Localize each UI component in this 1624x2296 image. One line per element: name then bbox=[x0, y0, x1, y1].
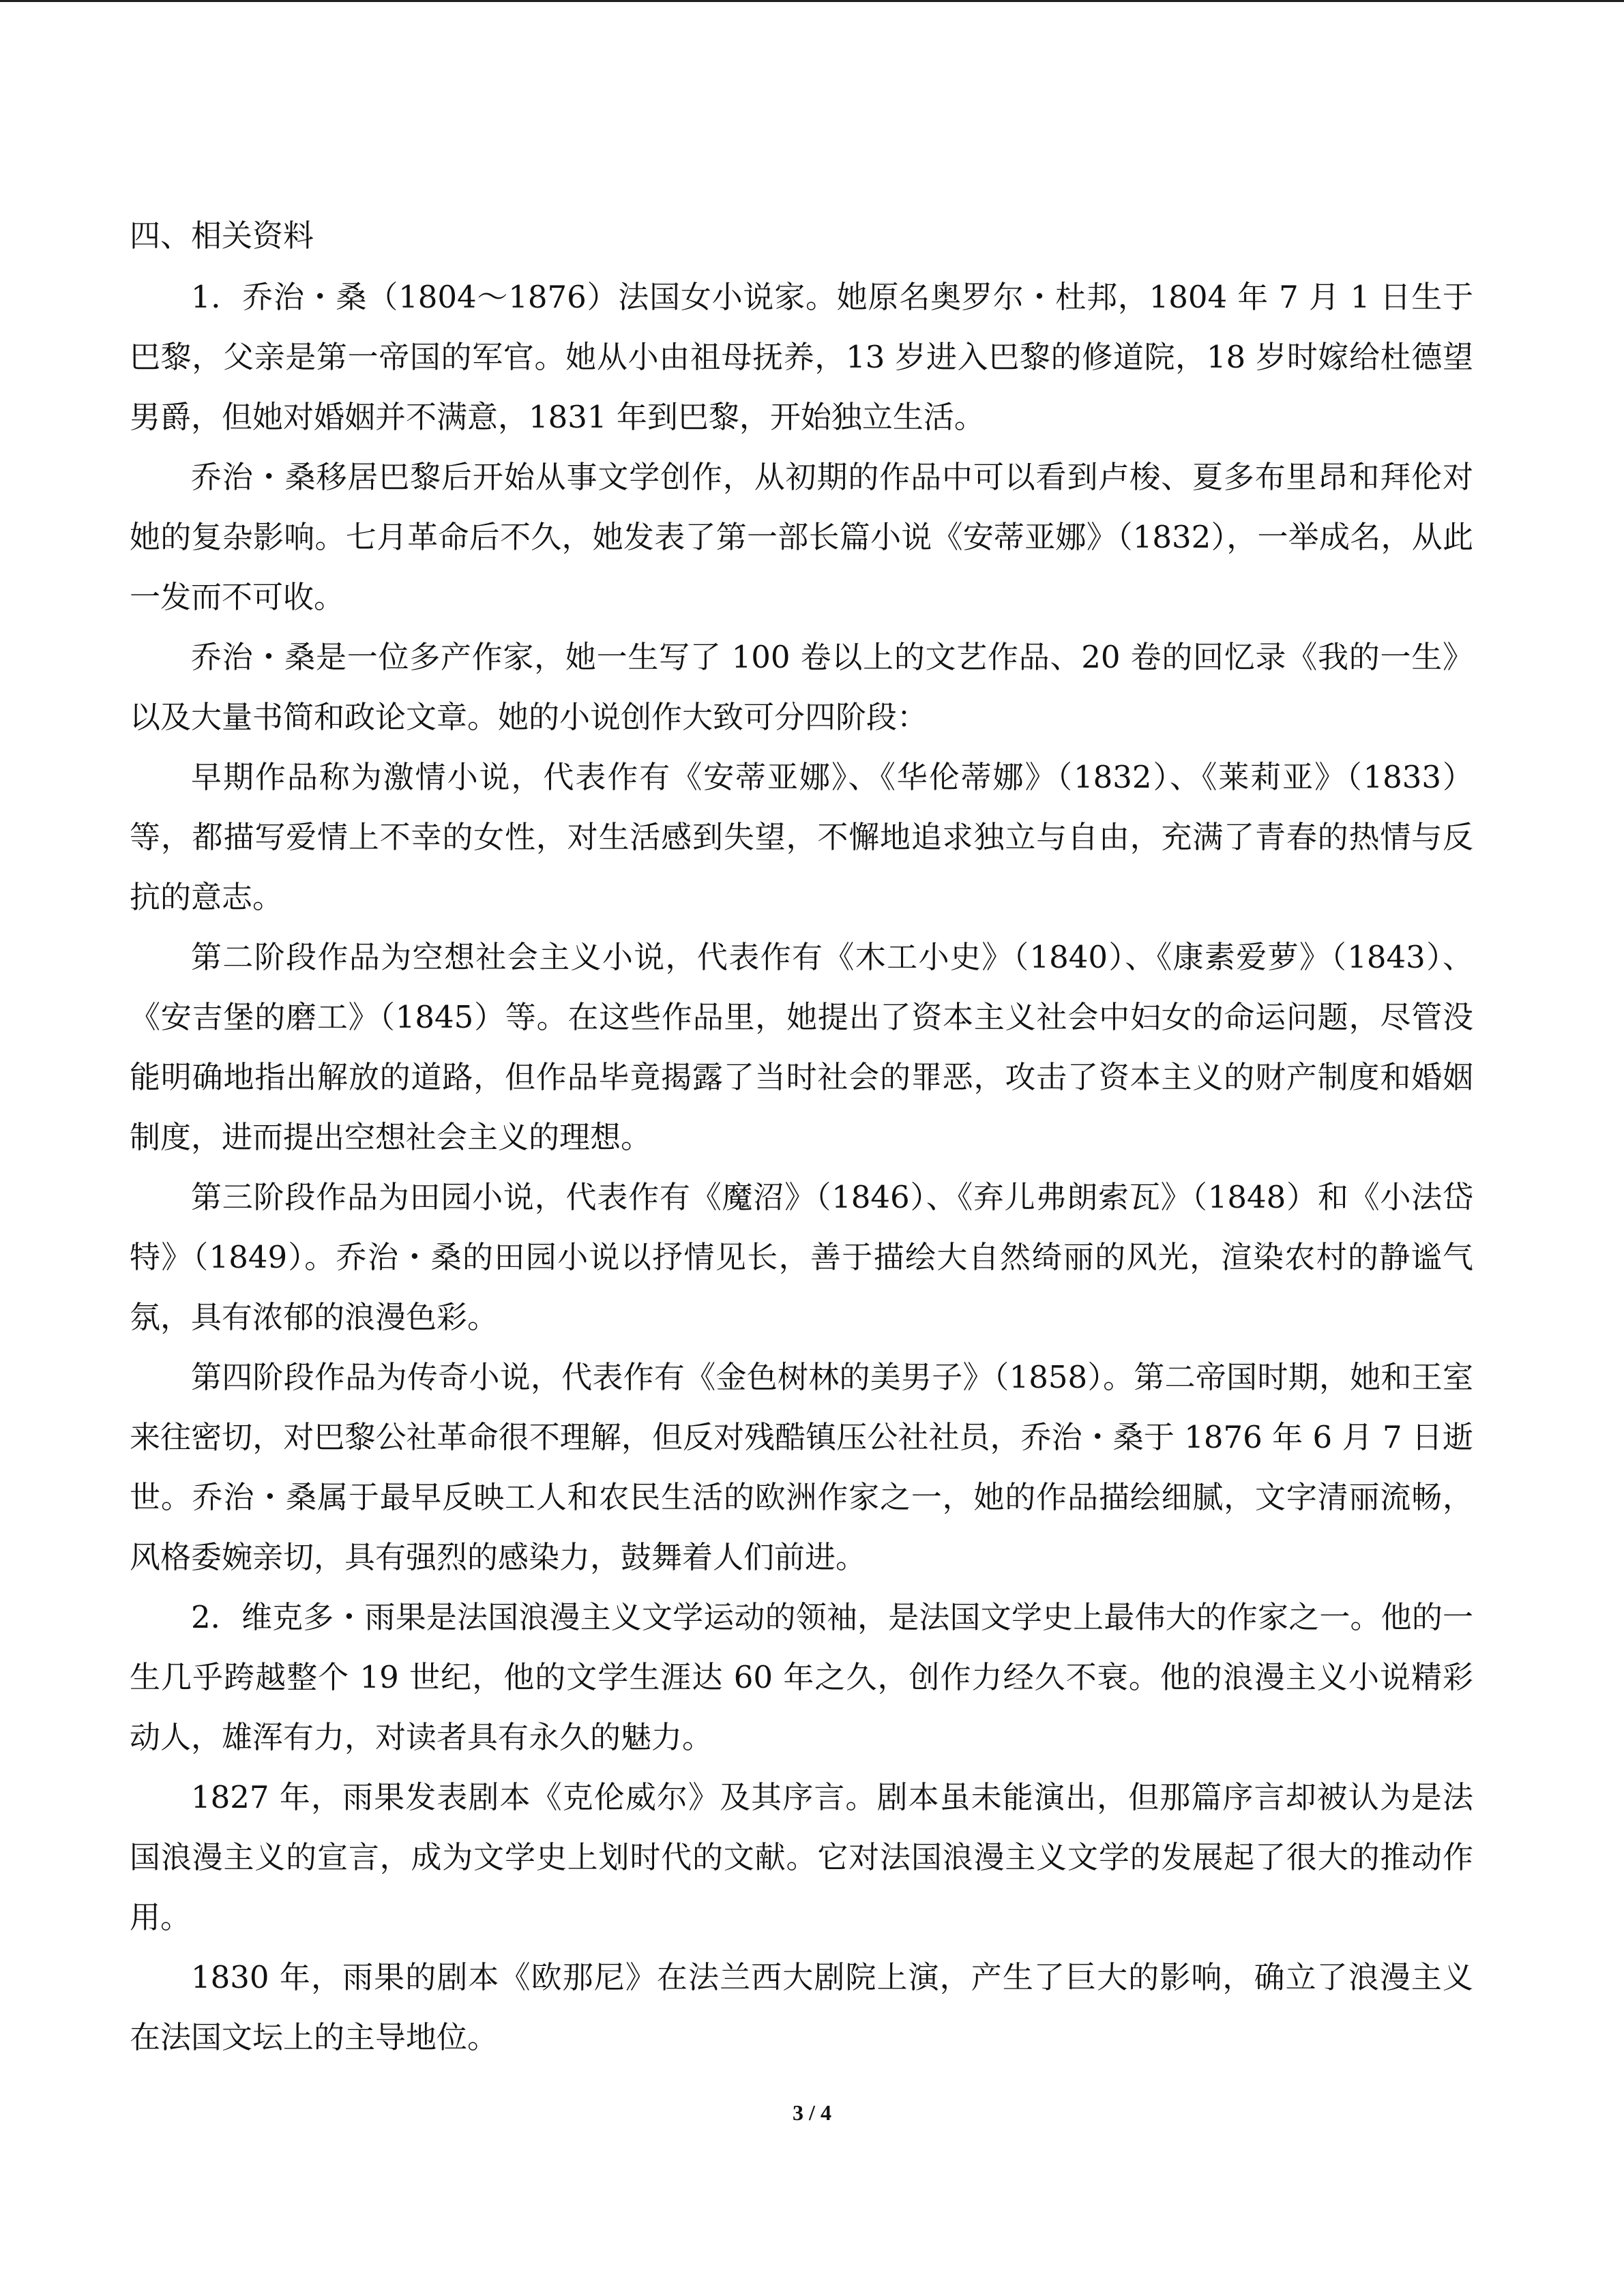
top-border-line bbox=[0, 0, 1624, 2]
paragraph-stage-two: 第二阶段作品为空想社会主义小说，代表作有《木工小史》（1840）、《康素爱萝》（1843）、《安吉堡的磨工》（1845）等。在这些作品里，她提出了资本主义社会中妇女的命运问题，尽管没能明确地指出解放的道路，但作品毕竟揭露了当时社会的罪恶，攻击了资本主义的财产制度和婚姻制度，进而提出空想社会主义的理想。 bbox=[130, 939, 1473, 1155]
document-body bbox=[130, 205, 1473, 2068]
section-heading: 四、相关资料 bbox=[130, 218, 314, 254]
paragraph-george-sand-intro: 1．乔治・桑（1804～1876）法国女小说家。她原名奥罗尔・杜邦，1804 年 7 月 1 日生于巴黎，父亲是第一帝国的军官。她从小由祖母抚养，13 岁进入巴黎的修道院，18 岁时嫁给杜德望男爵，但她对婚姻并不满意，1831 年到巴黎，开始独立生活。 bbox=[130, 279, 1473, 435]
paragraph-george-sand-works: 乔治・桑是一位多产作家，她一生写了 100 卷以上的文艺作品、20 卷的回忆录《我的一生》以及大量书简和政论文章。她的小说创作大致可分四阶段： bbox=[130, 639, 1473, 735]
paragraph-cromwell: 1827 年，雨果发表剧本《克伦威尔》及其序言。剧本虽未能演出，但那篇序言却被认为是法国浪漫主义的宣言，成为文学史上划时代的文献。它对法国浪漫主义文学的发展起了很大的推动作用。 bbox=[130, 1779, 1473, 1935]
paragraph-stage-three: 第三阶段作品为田园小说，代表作有《魔沼》（1846）、《弃儿弗朗索瓦》（1848）和《小法岱特》（1849）。乔治・桑的田园小说以抒情见长，善于描绘大自然绮丽的风光，渲染农村的静谧气氛，具有浓郁的浪漫色彩。 bbox=[130, 1179, 1473, 1335]
paragraph-victor-hugo-intro: 2．维克多・雨果是法国浪漫主义文学运动的领袖，是法国文学史上最伟大的作家之一。他的一生几乎跨越整个 19 世纪，他的文学生涯达 60 年之久，创作力经久不衰。他的浪漫主义小说精彩动人，雄浑有力，对读者具有永久的魅力。 bbox=[130, 1599, 1473, 1755]
paragraph-george-sand-career-start: 乔治・桑移居巴黎后开始从事文学创作，从初期的作品中可以看到卢梭、夏多布里昂和拜伦对她的复杂影响。七月革命后不久，她发表了第一部长篇小说《安蒂亚娜》（1832），一举成名，从此一发而不可收。 bbox=[130, 459, 1473, 615]
page-number: 3 / 4 bbox=[793, 2100, 831, 2125]
paragraph-hernani: 1830 年，雨果的剧本《欧那尼》在法兰西大剧院上演，产生了巨大的影响，确立了浪漫主义在法国文坛上的主导地位。 bbox=[130, 1959, 1473, 2055]
paragraph-stage-four: 第四阶段作品为传奇小说，代表作有《金色树林的美男子》（1858）。第二帝国时期，她和王室来往密切，对巴黎公社革命很不理解，但反对残酷镇压公社社员，乔治・桑于 1876 年 6 月 7 日逝世。乔治・桑属于最早反映工人和农民生活的欧洲作家之一，她的作品描绘细腻，文字清丽流畅，风格委婉亲切，具有强烈的感染力，鼓舞着人们前进。 bbox=[130, 1359, 1473, 1575]
paragraph-stage-one: 早期作品称为激情小说，代表作有《安蒂亚娜》、《华伦蒂娜》（1832）、《莱莉亚》（1833）等，都描写爱情上不幸的女性，对生活感到失望，不懈地追求独立与自由，充满了青春的热情与反抗的意志。 bbox=[130, 759, 1473, 915]
